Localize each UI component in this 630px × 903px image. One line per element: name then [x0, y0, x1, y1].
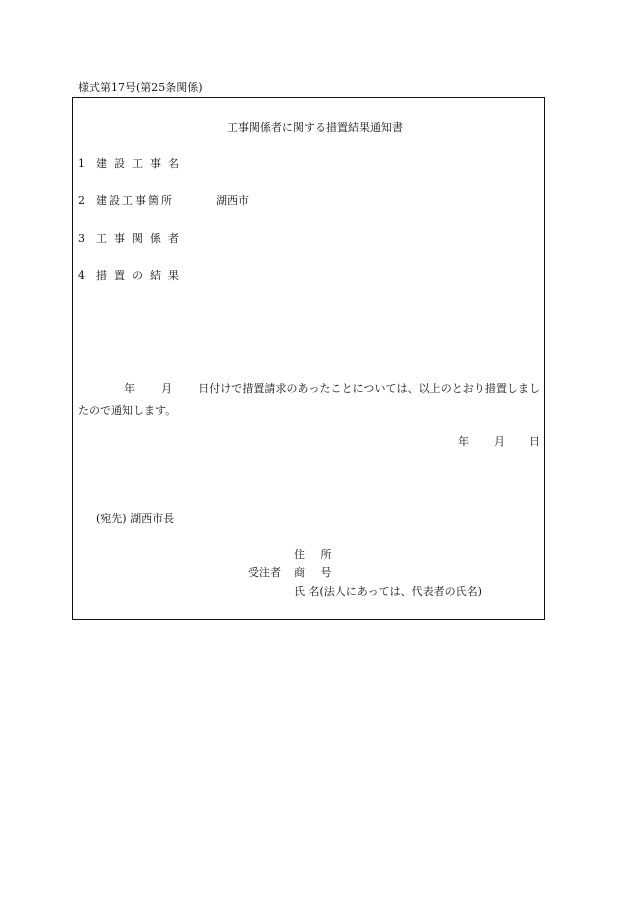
contractor-role: 受注者 [248, 566, 281, 579]
addressee: (宛先) 湖西市長 [96, 512, 175, 525]
date-day: 日 [529, 435, 540, 448]
trade-name-label: 商 号 [294, 566, 338, 579]
item-label: 建設工事箇所 [96, 194, 174, 207]
statement-paragraph [78, 378, 540, 422]
name-label: 氏 名(法人にあっては、代表者の氏名) [294, 585, 482, 598]
statement-text: 日付けで措置請求のあったことについては、以上のとおり措置しましたので通知します。 [78, 382, 541, 417]
item-number: 1 [78, 157, 85, 170]
item-value: 湖西市 [216, 194, 249, 207]
date-year: 年 [458, 435, 469, 448]
item-number: 2 [78, 194, 85, 207]
date-month: 月 [494, 435, 505, 448]
item-label: 工事関係者 [96, 232, 186, 245]
item-number: 3 [78, 232, 85, 245]
item-label: 措置の結果 [96, 269, 186, 282]
item-label: 建設工事名 [96, 157, 186, 170]
address-label: 住 所 [294, 548, 338, 561]
form-frame [72, 97, 545, 620]
item-number: 4 [78, 269, 85, 282]
statement-year: 年 [124, 382, 136, 395]
document-title: 工事関係者に関する措置結果通知書 [227, 121, 403, 134]
form-label: 様式第17号(第25条関係) [78, 81, 203, 94]
statement-month: 月 [161, 382, 173, 395]
